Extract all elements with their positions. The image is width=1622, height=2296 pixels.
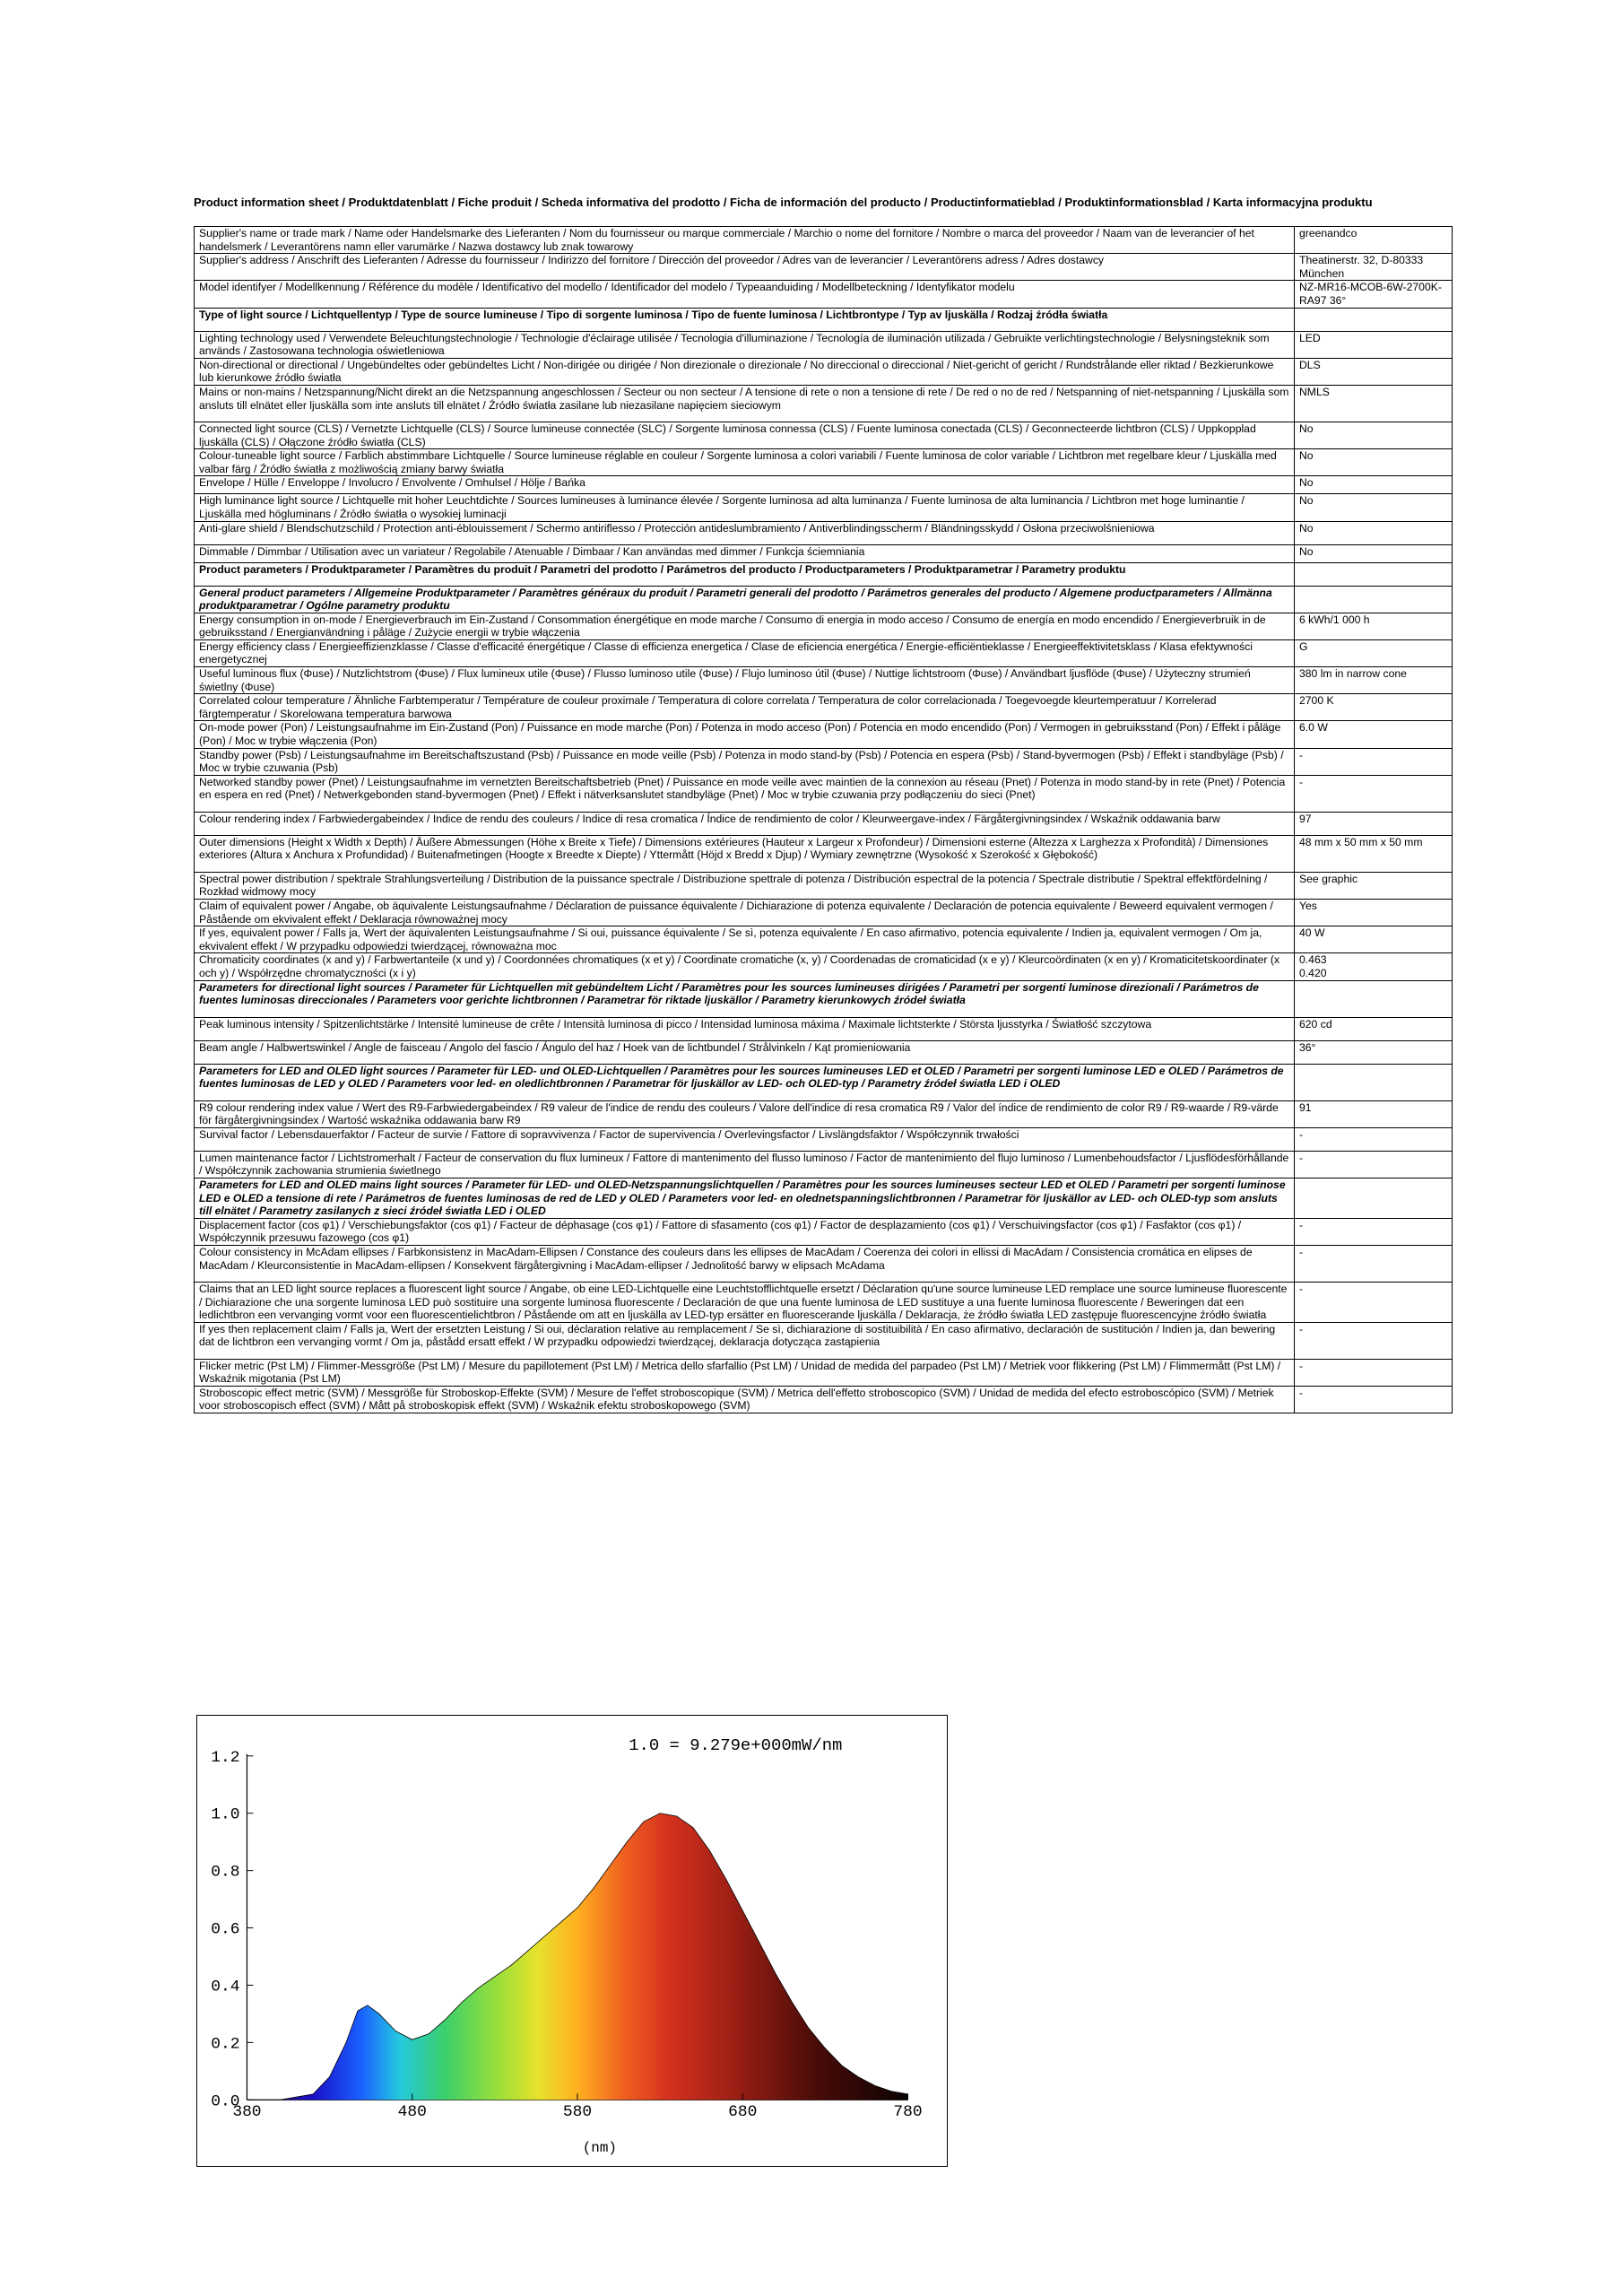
parameter-label: General product parameters / Allgemeine Produktparameter / Paramètres généraux du produit / Parametri generali del prodotto / Parámetros generales del producto / Algemene productparameters / Allmänna produktparametrar / Ogólne parametry produktu — [195, 586, 1295, 613]
parameter-value: 6.0 W — [1295, 721, 1453, 748]
parameter-value: LED — [1295, 331, 1453, 358]
parameter-label: Correlated colour temperature / Ähnliche Farbtemperatur / Température de couleur proximale / Temperatura di colore correlata / Temperatura de color correlacionada / Toegevoegde kleurtemperatuur / Korrelerad färgtemperatur / Skorelowana temperatura barwowa — [195, 694, 1295, 721]
parameter-value: No — [1295, 449, 1453, 476]
parameter-label: Envelope / Hülle / Enveloppe / Involucro / Envolvente / Omhulsel / Hölje / Bańka — [195, 476, 1295, 494]
parameter-value: See graphic — [1295, 872, 1453, 899]
parameter-label: If yes, equivalent power / Falls ja, Wert der äquivalenten Leistungsaufnahme / Si oui, puissance équivalente / Se sì, potenza equivalente / En caso afirmativo, potencia equivalente / Indien ja, equivalent vermogen / Om ja, ekvivalent effekt / W przypadku odpowiedzi twierdzącej, równoważna moc — [195, 926, 1295, 953]
parameter-label: Supplier's name or trade mark / Name oder Handelsmarke des Lieferanten / Nom du fournisseur ou marque commerciale / Marchio o nome del fornitore / Nombre o marca del proveedor / Naam van de leverancier of het handelsmerk / Leverantörens namn eller varumärke / Nazwa dostawcy lub znak towarowy — [195, 227, 1295, 254]
parameter-value: No — [1295, 494, 1453, 521]
parameter-label: Colour consistency in McAdam ellipses / Farbkonsistenz in MacAdam-Ellipsen / Constance des couleurs dans les ellipses de MacAdam / Coerenza dei colori in ellissi di MacAdam / Consistencia cromática en elipses de MacAdam / Kleurconsistentie in MacAdam-ellipsen / Konsekvent färgåtergivning i MacAdam-ellipser / Jednolitość barwy w elipsach McAdama — [195, 1245, 1295, 1282]
parameter-label: Model identifyer / Modellkennung / Référence du modèle / Identificativo del modello / Identificador del modelo / Typeaanduiding / Modellbeteckning / Identyfikator modelu — [195, 281, 1295, 308]
table-row — [195, 613, 1453, 639]
table-row — [195, 1386, 1453, 1413]
parameter-label: Parameters for LED and OLED mains light sources / Parameter für LED- und OLED-Netzspannungslichtquellen / Paramètres pour les sources lumineuses secteur LED et OLED / Parametri per sorgenti luminose LED e OLED a tensione di rete / Parámetros de fuentes luminosas de red de LED y OLED / Parameters voor led- en olednetspanningslichtbronnen / Parametrar för ljuskällor av LED- och OLED-typ som ansluts till elnätet / Parametry zasilanych z sieci źródeł światła LED i OLED — [195, 1178, 1295, 1218]
parameter-value: 91 — [1295, 1100, 1453, 1127]
parameter-value: - — [1295, 748, 1453, 775]
parameter-label: Chromaticity coordinates (x and y) / Farbwertanteile (x und y) / Coordonnées chromatiques (x et y) / Coordinate cromatiche (x, y) / Coordenadas de cromaticidad (x e y) / Kleurcoördinaten (x en y) / Kromaticitetskoordinater (x och y) / Współrzędne chromatyczności (x i y) — [195, 953, 1295, 980]
parameter-value: No — [1295, 544, 1453, 562]
table-row — [195, 494, 1453, 521]
parameter-value — [1295, 586, 1453, 613]
parameter-label: Spectral power distribution / spektrale Strahlungsverteilung / Distribution de la puissance spectrale / Distribuzione spettrale di potenza / Distribución espectral de la potencia / Spectrale distributie / Spektral effektfördelning / Rozkład widmowy mocy — [195, 872, 1295, 899]
parameter-label: Beam angle / Halbwertswinkel / Angle de faisceau / Angolo del fascio / Ángulo del haz / Hoek van de lichtbundel / Strålvinkeln / Kąt promieniowania — [195, 1040, 1295, 1064]
x-tick-label: 580 — [562, 2103, 593, 2122]
parameter-label: Displacement factor (cos φ1) / Verschiebungsfaktor (cos φ1) / Facteur de déphasage (cos φ1) / Fattore di sfasamento (cos φ1) / Factor de desplazamiento (cos φ1) / Verschuivingsfactor (cos φ1) / Fasfaktor (cos φ1) / Współczynnik przesuwu fazowego (cos φ1) — [195, 1218, 1295, 1245]
table-row — [195, 775, 1453, 812]
parameter-label: High luminance light source / Lichtquelle mit hoher Leuchtdichte / Sources lumineuses à luminance élevée / Sorgente luminosa ad alta luminanza / Fuente luminosa de alta luminancia / Lichtbron met hoge luminantie / Ljuskälla med högluminans / Źródło światła o wysokiej luminacji — [195, 494, 1295, 521]
table-row — [195, 1151, 1453, 1178]
table-row — [195, 586, 1453, 613]
table-row — [195, 331, 1453, 358]
product-info-table — [194, 226, 1453, 1413]
parameter-value: 97 — [1295, 812, 1453, 835]
parameter-value: 0.463 0.420 — [1295, 953, 1453, 980]
parameter-label: Colour rendering index / Farbwiedergabeindex / Indice de rendu des couleurs / Indice di resa cromatica / Índice de rendimiento de color / Kleurweergave-index / Färgåtergivningsindex / Wskaźnik oddawania barw — [195, 812, 1295, 835]
parameter-value: 48 mm x 50 mm x 50 mm — [1295, 835, 1453, 872]
table-row — [195, 521, 1453, 544]
parameter-label: On-mode power (Pon) / Leistungsaufnahme im Ein-Zustand (Pon) / Puissance en mode marche (Pon) / Potenza in modo acceso (Pon) / Potencia en modo encendido (Pon) / Vermogen in gebruiksstand (Pon) / Effekt i påläge (Pon) / Moc w trybie włączenia (Pon) — [195, 721, 1295, 748]
table-row — [195, 281, 1453, 308]
parameter-value: 380 lm in narrow cone — [1295, 667, 1453, 694]
x-tick-label: 480 — [397, 2103, 427, 2122]
table-row — [195, 544, 1453, 562]
parameter-value: 36° — [1295, 1040, 1453, 1064]
table-row — [195, 1322, 1453, 1359]
table-row — [195, 812, 1453, 835]
parameter-label: Energy consumption in on-mode / Energieverbrauch im Ein-Zustand / Consommation énergétique en mode marche / Consumo di energia in modo acceso / Consumo de energía en modo encendido / Energieverbruik in de gebruiksstand / Energianvändning i påläge / Zużycie energii w trybie włączenia — [195, 613, 1295, 639]
parameter-label: Lighting technology used / Verwendete Beleuchtungstechnologie / Technologie d'éclairage utilisée / Tecnologia d'illuminazione / Tecnología de iluminación utilizada / Gebruikte verlichtingstechnologie / Belysningsteknik som används / Zastosowana technologia oświetleniowa — [195, 331, 1295, 358]
table-row — [195, 1178, 1453, 1218]
table-row — [195, 900, 1453, 926]
parameter-label: Non-directional or directional / Ungebündeltes oder gebündeltes Licht / Non-dirigée ou dirigée / Non direzionale o direzionale / No direccional o direccional / Niet-gericht of gericht / Rundstrålande eller riktad / Bezkierunkowe lub kierunkowe źródło światła — [195, 358, 1295, 385]
table-row — [195, 639, 1453, 666]
parameter-label: Parameters for directional light sources / Parameter für Lichtquellen mit gebündeltem Licht / Paramètres pour les sources lumineuses dirigées / Parametri per sorgenti luminose direzionali / Parámetros de fuentes luminosas direccionales / Parameters voor gerichte lichtbronnen / Parametrar för riktade ljuskällor / Parametry kierunkowych źródeł światła — [195, 980, 1295, 1017]
table-row — [195, 1064, 1453, 1100]
table-row — [195, 721, 1453, 748]
y-tick-label: 0.0 — [211, 2092, 240, 2111]
y-tick-label: 1.0 — [211, 1805, 240, 1824]
parameter-label: Claims that an LED light source replaces a fluorescent light source / Angabe, ob eine LED-Lichtquelle eine Leuchtstofflichtquelle ersetzt / Déclaration qu'une source lumineuse LED remplace une source lumineuse fluorescente / Dichiarazione che una sorgente luminosa LED può sostituire una sorgente luminosa fluorescente / Declaración de que una fuente luminosa de LED sustituye a una fuente luminosa fluorescente / Beweringen dat een ledlichtbron een vervanging vormt voor een fluorescentielichtbron / Påstående om att en ljuskälla av LED-typ ersätter en fluorescerande ljuskälla / Deklaracja, że źródło światła LED zastępuje fluorescencyjne źródło światła — [195, 1282, 1295, 1322]
parameter-label: Standby power (Psb) / Leistungsaufnahme im Bereitschaftszustand (Psb) / Puissance en mode veille (Psb) / Potenza in modo stand-by (Psb) / Potencia en espera (Psb) / Stand-byvermogen (Psb) / Effekt i standbyläge (Psb) / Moc w trybie czuwania (Psb) — [195, 748, 1295, 775]
table-row — [195, 254, 1453, 281]
y-tick-label: 0.8 — [211, 1863, 240, 1882]
parameter-value: NMLS — [1295, 385, 1453, 422]
x-tick-label: 780 — [893, 2103, 923, 2122]
parameter-value: No — [1295, 476, 1453, 494]
table-row — [195, 1040, 1453, 1064]
parameter-value: - — [1295, 1127, 1453, 1151]
spectral-distribution-chart — [196, 1715, 948, 2167]
parameter-value: - — [1295, 1218, 1453, 1245]
y-tick-label: 0.6 — [211, 1920, 240, 1939]
parameter-label: Outer dimensions (Height x Width x Depth) / Äußere Abmessungen (Höhe x Breite x Tiefe) / Dimensions extérieures (Hauteur x Largeur x Profondeur) / Dimensioni esterne (Altezza x Larghezza x Profondità) / Dimensiones exteriores (Altura x Anchura x Profundidad) / Buitenafmetingen (Hoogte x Breedte x Diepte) / Yttermått (Höjd x Bredd x Djup) / Wymiary zewnętrzne (Wysokość x Szerokość x Głębokość) — [195, 835, 1295, 872]
parameter-label: Anti-glare shield / Blendschutzschild / Protection anti-éblouissement / Schermo antiriflesso / Protección antideslumbramiento / Antiverblindingsscherm / Bländningsskydd / Osłona przeciwolśnieniowa — [195, 521, 1295, 544]
parameter-label: Useful luminous flux (Φuse) / Nutzlichtstrom (Φuse) / Flux lumineux utile (Φuse) / Flusso luminoso utile (Φuse) / Flujo luminoso útil (Φuse) / Nuttige lichtstroom (Φuse) / Användbart ljusflöde (Φuse) / Użyteczny strumień świetlny (Φuse) — [195, 667, 1295, 694]
table-row — [195, 980, 1453, 1017]
parameter-value: - — [1295, 1245, 1453, 1282]
parameter-value: Theatinerstr. 32, D-80333 München — [1295, 254, 1453, 281]
parameter-label: Energy efficiency class / Energieeffizienzklasse / Classe d'efficacité énergétique / Classe di efficienza energetica / Clase de eficiencia energética / Energie-efficiëntieklasse / Energieeffektivitetsklass / Klasa efektywności energetycznej — [195, 639, 1295, 666]
parameter-label: Parameters for LED and OLED light sources / Parameter für LED- und OLED-Lichtquellen / Paramètres pour les sources lumineuses LED et OLED / Parametri per sorgenti luminose LED e OLED / Parámetros de fuentes luminosas de LED y OLED / Parameters voor led- en oledlichtbronnen / Parametrar för ljuskällor av LED- och OLED-typ / Parametry źródeł światła LED i OLED — [195, 1064, 1295, 1100]
table-row — [195, 1245, 1453, 1282]
parameter-value: - — [1295, 1282, 1453, 1322]
table-row — [195, 694, 1453, 721]
parameter-label: Mains or non-mains / Netzspannung/Nicht direkt an die Netzspannung angeschlossen / Secteur ou non secteur / A tensione di rete o non a tensione di rete / De red o no de red / Netspanning of niet-netspanning / Ljuskälla som ansluts till elnätet eller ljuskälla som inte ansluts till elnätet / Źródło światła zasilane lub niezasilane napięciem sieciowym — [195, 385, 1295, 422]
table-row — [195, 1218, 1453, 1245]
parameter-value: G — [1295, 639, 1453, 666]
parameter-label: Product parameters / Produktparameter / Paramètres du produit / Parametri del prodotto / Parámetros del producto / Productparameters / Produktparametrar / Parametry produktu — [195, 562, 1295, 586]
parameter-value: - — [1295, 1386, 1453, 1413]
parameter-label: Claim of equivalent power / Angabe, ob äquivalente Leistungsaufnahme / Déclaration de puissance équivalente / Dichiarazione di potenza equivalente / Declaración de potencia equivalente / Beweerd equivalent vermogen / Påstående om ekvivalent effekt / Deklaracja równoważnej mocy — [195, 900, 1295, 926]
parameter-label: Supplier's address / Anschrift des Lieferanten / Adresse du fournisseur / Indirizzo del fornitore / Dirección del proveedor / Adres van de leverancier / Leverantörens adress / Adres dostawcy — [195, 254, 1295, 281]
parameter-label: R9 colour rendering index value / Wert des R9-Farbwiedergabeindex / R9 valeur de l'indice de rendu des couleurs / Valore dell'indice di resa cromatica R9 / Valor del índice de rendimiento de color R9 / R9-waarde / R9-värde för färgåtergivningsindex / Wartość wskaźnika oddawania barw R9 — [195, 1100, 1295, 1127]
chart-title: 1.0 = 9.279e+000mW/nm — [629, 1735, 843, 1755]
table-row — [195, 926, 1453, 953]
x-tick-label: 680 — [728, 2103, 758, 2122]
parameter-label: Connected light source (CLS) / Vernetzte Lichtquelle (CLS) / Source lumineuse connectée (SLC) / Sorgente luminosa connessa (CLS) / Fuente luminosa conectada (CLS) / Geconnecteerde lichtbron (CLS) / Uppkopplad ljuskälla (CLS) / Ołączone źródło światła (CLS) — [195, 422, 1295, 448]
parameter-label: If yes then replacement claim / Falls ja, Wert der ersetzten Leistung / Si oui, déclaration relative au remplacement / Se sì, dichiarazione di sostituibilità / En caso afirmativo, declaración de sustitución / Indien ja, dan bewering dat de lichtbron een vervanging vormt / Om ja, påstådd ersatt effekt / W przypadku odpowiedzi twierdzącej, deklaracja dotycząca zastąpienia — [195, 1322, 1295, 1359]
table-row — [195, 835, 1453, 872]
parameter-value: DLS — [1295, 358, 1453, 385]
table-row — [195, 748, 1453, 775]
parameter-value: - — [1295, 1151, 1453, 1178]
parameter-value: Yes — [1295, 900, 1453, 926]
table-row — [195, 562, 1453, 586]
table-row — [195, 1017, 1453, 1040]
parameter-label: Stroboscopic effect metric (SVM) / Messgröße für Stroboskop-Effekte (SVM) / Mesure de l'effet stroboscopique (SVM) / Metrica dell'effetto stroboscopico (SVM) / Unidad de medida del efecto estroboscópico (SVM) / Metriek voor stroboscopisch effect (SVM) / Mått på stroboskopisk effekt (SVM) / Wskaźnik efektu stroboskopowego (SVM) — [195, 1386, 1295, 1413]
parameter-value: 2700 K — [1295, 694, 1453, 721]
parameter-label: Peak luminous intensity / Spitzenlichtstärke / Intensité lumineuse de crête / Intensità luminosa di picco / Intensidad luminosa máxima / Maximale lichtsterkte / Största ljusstyrka / Światłość szczytowa — [195, 1017, 1295, 1040]
parameter-label: Colour-tuneable light source / Farblich abstimmbare Lichtquelle / Source lumineuse réglable en couleur / Sorgente luminosa a colori variabili / Fuente luminosa de color variable / Lichtbron met regelbare kleur / Ljuskälla med valbar färg / Źródło światła z możliwością zmiany barwy światła — [195, 449, 1295, 476]
spectrum-area — [247, 1813, 907, 2100]
parameter-value: 6 kWh/1 000 h — [1295, 613, 1453, 639]
parameter-value: greenandco — [1295, 227, 1453, 254]
table-row — [195, 667, 1453, 694]
parameter-value — [1295, 562, 1453, 586]
table-row — [195, 385, 1453, 422]
table-row — [195, 872, 1453, 899]
x-tick-label: 380 — [232, 2103, 262, 2122]
x-axis-label: (nm) — [582, 2140, 617, 2157]
table-row — [195, 358, 1453, 385]
table-row — [195, 1282, 1453, 1322]
parameter-label: Dimmable / Dimmbar / Utilisation avec un variateur / Regolabile / Atenuable / Dimbaar / Kan användas med dimmer / Funkcja ściemniania — [195, 544, 1295, 562]
table-row — [195, 1127, 1453, 1151]
parameter-label: Networked standby power (Pnet) / Leistungsaufnahme im vernetzten Bereitschaftsbetrieb (Pnet) / Puissance en mode veille avec maintien de la connexion au réseau (Pnet) / Potenza in modo stand-by in rete (Pnet) / Potencia en espera en red (Pnet) / Netwerkgebonden stand-byvermogen (Pnet) / Effekt i nätverksanslutet standbyläge (Pnet) / Moc w trybie czuwania przy podłączeniu do sieci (Pnet) — [195, 775, 1295, 812]
parameter-value: No — [1295, 521, 1453, 544]
table-row — [195, 422, 1453, 448]
page-title: Product information sheet / Produktdatenblatt / Fiche produit / Scheda informativa del prodotto / Ficha de información del producto / Productinformatieblad / Produktinformationsblad / Karta informacyjna produktu — [194, 196, 1373, 209]
parameter-value: - — [1295, 775, 1453, 812]
parameter-value: 620 cd — [1295, 1017, 1453, 1040]
parameter-value — [1295, 980, 1453, 1017]
parameter-label: Type of light source / Lichtquellentyp / Type de source lumineuse / Tipo di sorgente luminosa / Tipo de fuente luminosa / Lichtbrontype / Typ av ljuskälla / Rodzaj źródła światła — [195, 308, 1295, 331]
parameter-value: No — [1295, 422, 1453, 448]
table-row — [195, 449, 1453, 476]
table-row — [195, 476, 1453, 494]
parameter-value — [1295, 308, 1453, 331]
table-row — [195, 1359, 1453, 1386]
parameter-label: Lumen maintenance factor / Lichtstromerhalt / Facteur de conservation du flux lumineux / Fattore di mantenimento del flusso luminoso / Factor de mantenimiento del flujo luminoso / Lumenbehoudsfactor / Ljusflödesförhållande / Współczynnik zachowania strumienia świetlnego — [195, 1151, 1295, 1178]
parameter-label: Flicker metric (Pst LM) / Flimmer-Messgröße (Pst LM) / Mesure du papillotement (Pst LM) / Metrica dello sfarfallio (Pst LM) / Unidad de medida del parpadeo (Pst LM) / Metriek voor flikkering (Pst LM) / Flimmermått (Pst LM) / Wskaźnik migotania (Pst LM) — [195, 1359, 1295, 1386]
parameter-value — [1295, 1178, 1453, 1218]
parameter-value — [1295, 1064, 1453, 1100]
parameter-label: Survival factor / Lebensdauerfaktor / Facteur de survie / Fattore di sopravvivenza / Factor de supervivencia / Overlevingsfactor / Livslängdsfaktor / Współczynnik trwałości — [195, 1127, 1295, 1151]
y-tick-label: 0.2 — [211, 2035, 240, 2054]
y-tick-label: 0.4 — [211, 1978, 240, 1996]
parameter-value: 40 W — [1295, 926, 1453, 953]
parameter-value: - — [1295, 1359, 1453, 1386]
table-row — [195, 953, 1453, 980]
y-tick-label: 1.2 — [211, 1748, 240, 1767]
parameter-value: NZ-MR16-MCOB-6W-2700K-RA97 36° — [1295, 281, 1453, 308]
parameter-value: - — [1295, 1322, 1453, 1359]
table-row — [195, 227, 1453, 254]
table-row — [195, 308, 1453, 331]
table-row — [195, 1100, 1453, 1127]
